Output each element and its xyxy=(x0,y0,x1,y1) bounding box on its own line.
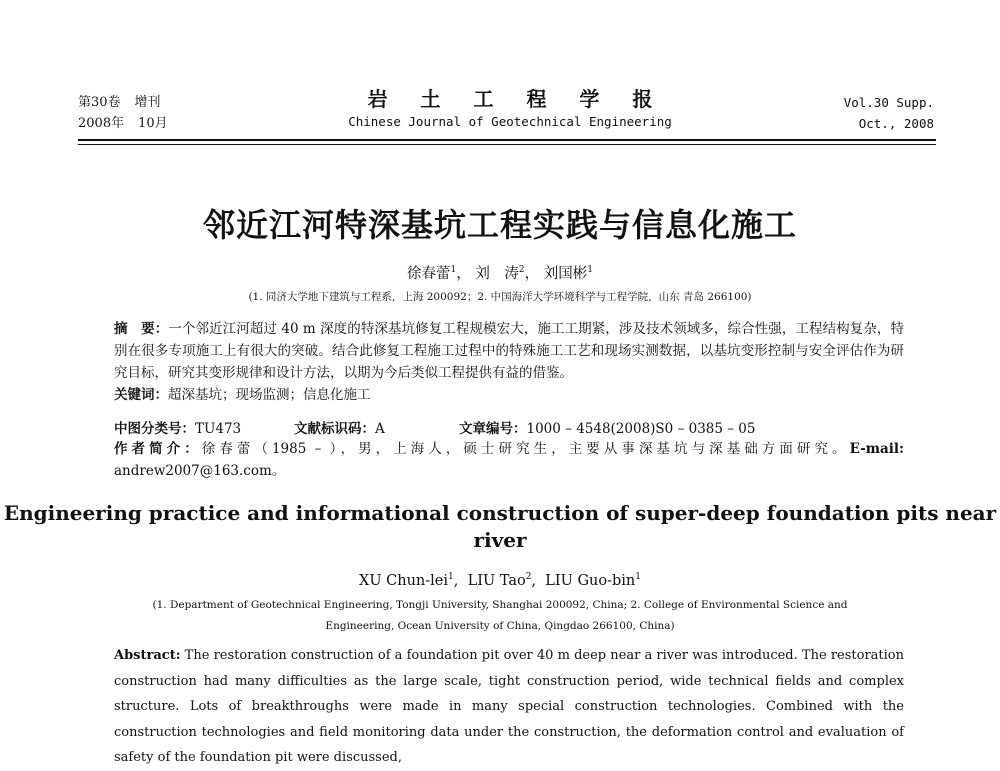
authors-en: XU Chun-lei$^1$, LIU Tao$^2$, LIU Guo-bin$^1$ xyxy=(359,572,641,589)
header-right xyxy=(844,92,934,134)
journal-name-cn: 岩 土 工 程 学 报 xyxy=(367,87,666,111)
classification-line xyxy=(114,418,904,440)
article-no-value: 1000 – 4548(2008)S0 – 0385 – 05 xyxy=(526,421,756,437)
paper-title-en: Engineering practice and informational construction of super-deep foundation pits near river xyxy=(3,501,997,552)
author-name: LIU Guo-bin xyxy=(545,572,636,589)
doc-code-value: A xyxy=(375,421,385,437)
class-value: TU473 xyxy=(195,421,242,437)
author-name: 徐春蕾 xyxy=(407,266,451,282)
affiliation-mark: 1 xyxy=(450,265,457,276)
issue: 增刊 xyxy=(134,95,161,110)
abstract-cn xyxy=(114,318,904,384)
year: 2008年 xyxy=(78,116,125,131)
affiliation-mark: 1 xyxy=(635,572,641,582)
author-name: 刘国彬 xyxy=(543,266,588,282)
class-label: 中图分类号： xyxy=(114,421,195,437)
keywords-text: 超深基坑；现场监测；信息化施工 xyxy=(168,387,371,403)
header-rule-thick xyxy=(78,139,936,141)
abstract-text: 一个邻近江河超过 40 m 深度的特深基坑修复工程规模宏大，施工工期紧，涉及技术领域多，综合性强，工程结构复杂，特别在很多专项施工上有很大的突破。结合此修复工程施工过程中的特殊施工工艺和现场实测数据，以基坑变形控制与安全评估作为研究目标，研究其变形规律和设计方法，以期为今后类似工程提供有益的借鉴。 xyxy=(114,321,904,381)
journal-name-en: Chinese Journal of Geotechnical Engineering xyxy=(348,114,672,129)
header-rule-thin xyxy=(78,144,936,145)
abstract-en xyxy=(114,643,904,771)
keywords-label: 关键词： xyxy=(114,387,168,403)
affiliation-mark: 1 xyxy=(448,572,454,582)
affiliation-mark: 2 xyxy=(525,572,532,582)
journal-name xyxy=(320,86,700,132)
paper-title-cn: 邻近江河特深基坑工程实践与信息化施工 xyxy=(202,206,797,244)
author-intro-label: 作者简介： xyxy=(114,441,202,457)
article-no-label: 文章编号： xyxy=(459,421,527,437)
abstract-en-label: Abstract: xyxy=(114,648,181,663)
month: 10月 xyxy=(138,116,168,131)
header-left xyxy=(78,92,168,134)
author-name: XU Chun-lei xyxy=(359,572,449,589)
affiliation-mark: 1 xyxy=(587,265,593,276)
author-intro-text: 徐春蕾（1985 – ），男，上海人，硕士研究生，主要从事深基坑与深基础方面研究。 xyxy=(201,441,850,457)
affiliation-en: (1. Department of Geotechnical Engineering, Tongji University, Shanghai 200092, China; 2. College of Environmental Science and Engineering, Ocean University of China, Qingdao 266100, China) xyxy=(152,599,848,632)
author-intro xyxy=(114,438,904,482)
affiliation-cn: (1. 同济大学地下建筑与工程系，上海 200092；2. 中国海洋大学环境科学与工程学院，山东 青岛 266100) xyxy=(248,291,752,303)
authors-cn: 徐春蕾$^1$， 刘 涛$^2$， 刘国彬$^1$ xyxy=(407,265,593,282)
author-name: LIU Tao xyxy=(467,572,526,589)
volume: 第30卷 xyxy=(78,95,121,110)
affiliation-mark: 2 xyxy=(518,265,525,276)
date-en: Oct., 2008 xyxy=(858,116,934,131)
email-address[interactable]: andrew2007@163.com。 xyxy=(114,463,286,479)
doc-code-label: 文献标识码： xyxy=(294,421,375,437)
volume-en: Vol.30 Supp. xyxy=(843,95,934,110)
email-label: E-mail: xyxy=(849,441,904,457)
keywords-cn xyxy=(114,384,904,406)
abstract-en-text: The restoration construction of a foundation pit over 40 m deep near a river was introduced. The restoration construction had many difficulties as the large scale, tight construction period, wide technical fields and complex structure. Lots of breakthroughs were made in many special construction technologies. Combined with the construction technologies and field monitoring data under the construction, the deformation control and evaluation of safety of the foundation pit were discussed, xyxy=(114,648,904,765)
abstract-label: 摘 要： xyxy=(114,321,169,337)
author-name: 刘 涛 xyxy=(475,266,519,282)
